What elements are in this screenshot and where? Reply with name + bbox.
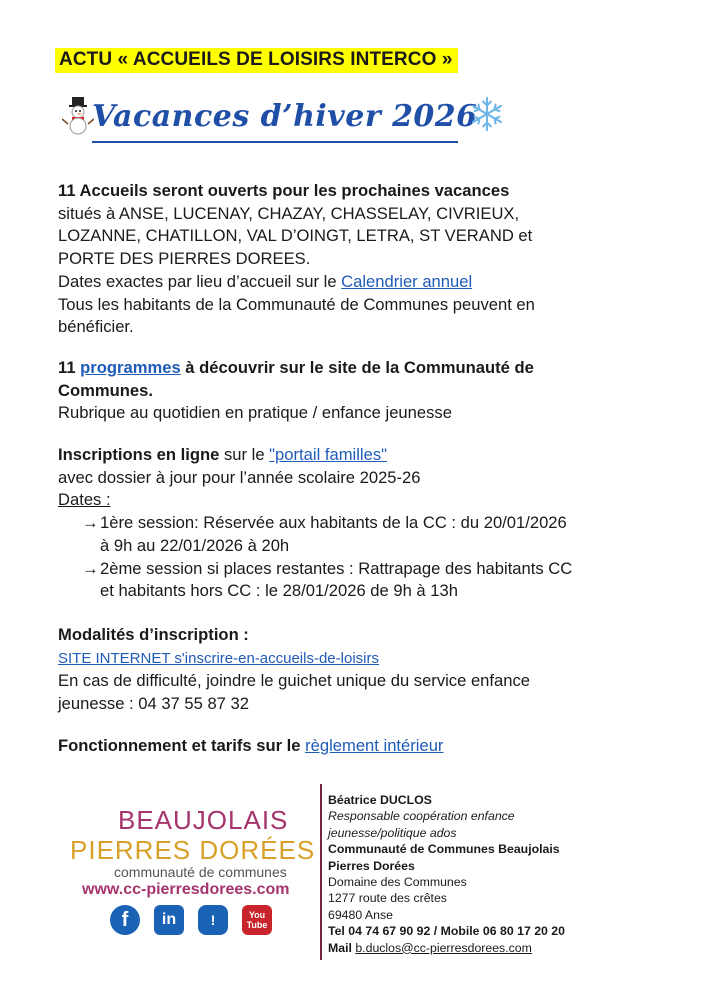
beneficiaries-line-1: Tous les habitants de la Communauté de Communes peuvent en	[58, 294, 535, 314]
registration-dossier: avec dossier à jour pour l’année scolaire 2025-26	[58, 467, 421, 487]
session-2-line-2: et habitants hors CC : le 28/01/2026 de 9h à 13h	[100, 581, 458, 601]
social-icons	[110, 905, 272, 935]
dates-label: Dates :	[58, 490, 111, 510]
header-highlight: ACTU « ACCUEILS DE LOISIRS INTERCO »	[55, 48, 458, 73]
session-2-line-1: 2ème session si places restantes : Rattrapage des habitants CC	[100, 558, 573, 578]
logo-block	[70, 805, 316, 950]
logo-pierres-dorees: PIERRES DORÉES	[70, 835, 316, 865]
locations-line-3: PORTE DES PIERRES DOREES.	[58, 249, 311, 269]
facebook-icon[interactable]: f	[110, 905, 140, 935]
difficulty-line-2: jeunesse : 04 37 55 87 32	[58, 694, 249, 714]
programmes-text: à découvrir sur le site de la Communauté de	[180, 358, 534, 377]
contact-name: Béatrice DUCLOS	[328, 793, 432, 807]
contact-card	[320, 784, 618, 960]
contact-org-2: Pierres Dorées	[328, 858, 415, 873]
contact-mail-link[interactable]: b.duclos@cc-pierresdorees.com	[355, 940, 532, 955]
programmes-count: 11	[58, 358, 81, 377]
locations-line-2: LOZANNE, CHATILLON, VAL D’OINGT, LETRA, ST VERAND et	[58, 226, 533, 246]
rules-link[interactable]: règlement intérieur	[305, 736, 444, 755]
difficulty-line-1: En cas de difficulté, joindre le guichet unique du service enfance	[58, 671, 530, 691]
programmes-rubric: Rubrique au quotidien en pratique / enfance jeunesse	[58, 403, 452, 423]
contact-role-1: Responsable coopération enfance	[328, 809, 515, 824]
page-title: Vacances d’hiver 2026	[92, 99, 478, 134]
contact-address-3: 69480 Anse	[328, 907, 393, 922]
programmes-info	[58, 357, 534, 425]
rules-text: Fonctionnement et tarifs sur le	[58, 736, 306, 755]
registration-info	[58, 444, 572, 603]
youtube-icon[interactable]	[242, 905, 272, 935]
modalities-info	[58, 624, 530, 716]
contact-phone: Tel 04 74 67 90 92 / Mobile 06 80 17 20 20	[328, 924, 565, 939]
rules-info	[58, 735, 443, 758]
contact-role-2: jeunesse/politique ados	[328, 825, 457, 840]
calendar-text: Dates exactes par lieu d’accueil sur le	[58, 271, 342, 291]
title-underline	[92, 141, 458, 143]
snowman-icon	[62, 97, 94, 135]
title-banner	[70, 95, 510, 145]
contact-address-1: Domaine des Communes	[328, 875, 467, 890]
site-link[interactable]: SITE INTERNET s'inscrire-en-accueils-de-loisirs	[58, 649, 379, 667]
website-url[interactable]: www.cc-pierresdorees.com	[82, 881, 290, 898]
snowflake-icon	[468, 95, 506, 133]
calendar-link[interactable]: Calendrier annuel	[341, 271, 473, 291]
session-1	[58, 512, 572, 535]
contact-address-2: 1277 route des crêtes	[328, 891, 447, 906]
session-2	[58, 558, 572, 581]
logo-subtitle: communauté de communes	[114, 864, 287, 880]
session-1-line-1: 1ère session: Réservée aux habitants de la CC : du 20/01/2026	[100, 513, 567, 533]
message-icon[interactable]: !	[198, 905, 228, 935]
logo-beaujolais: BEAUJOLAIS	[118, 805, 289, 835]
beneficiaries-line-2: bénéficier.	[58, 317, 134, 337]
youtube-tube: Tube	[246, 920, 268, 930]
programmes-text-2: Communes.	[58, 380, 153, 400]
contact-org-1: Communauté de Communes Beaujolais	[328, 842, 560, 857]
programmes-link[interactable]: programmes	[80, 358, 181, 377]
contact-mail-label: Mail	[328, 940, 356, 955]
locations-line-1: situés à ANSE, LUCENAY, CHAZAY, CHASSELAY, CIVRIEUX,	[58, 203, 520, 223]
arrow-icon: →	[82, 513, 99, 533]
session-1-line-2: à 9h au 22/01/2026 à 20h	[100, 535, 290, 555]
youtube-you: You	[248, 910, 266, 920]
opening-headline: 11 Accueils seront ouverts pour les prochaines vacances	[58, 181, 510, 200]
modalities-title: Modalités d’inscription :	[58, 625, 249, 644]
linkedin-icon[interactable]: in	[154, 905, 184, 935]
opening-info	[58, 180, 535, 339]
portal-link[interactable]: "portail familles"	[269, 445, 388, 464]
registration-mid: sur le	[219, 445, 270, 464]
registration-title: Inscriptions en ligne	[58, 445, 220, 464]
arrow-icon: →	[82, 558, 99, 578]
